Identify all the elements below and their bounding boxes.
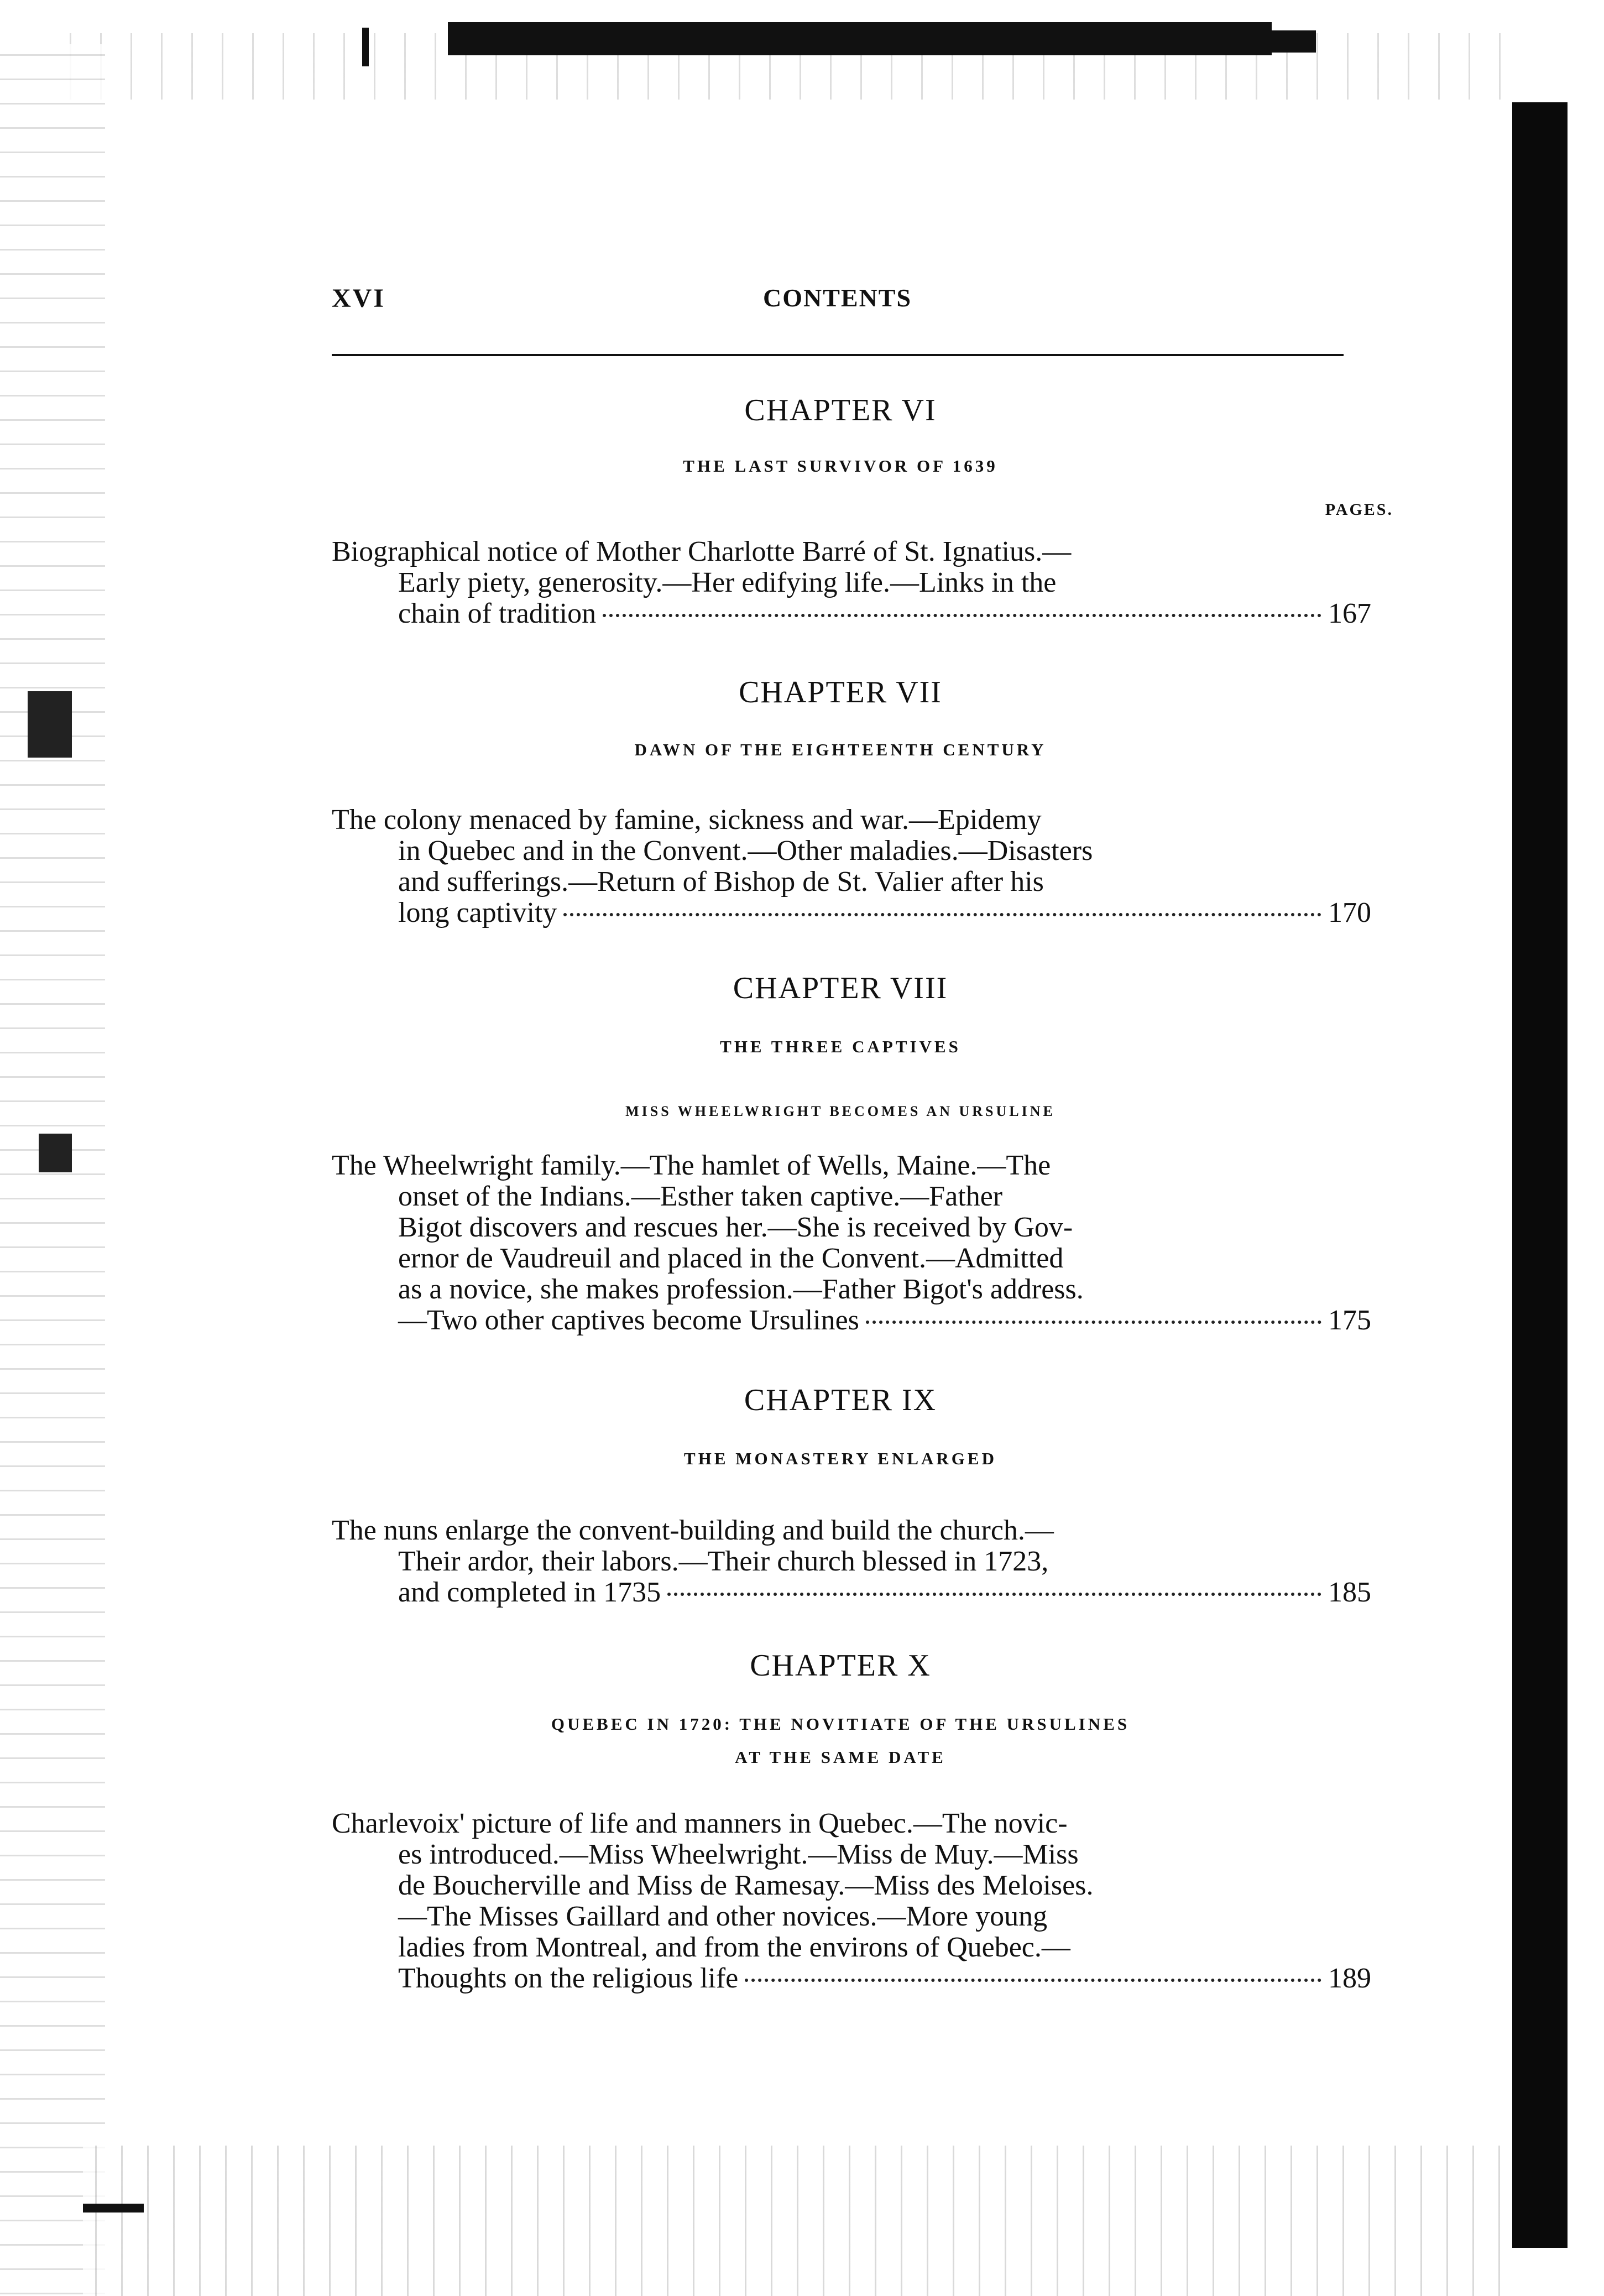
summary-line: The colony menaced by famine, sickness and war.—Epidemy — [332, 804, 1042, 836]
chapter-summary — [332, 1150, 1371, 1336]
summary-last-line — [332, 598, 1371, 629]
head-rule — [332, 354, 1344, 356]
summary-line: Bigot discovers and rescues her.—She is received by Gov- — [398, 1212, 1073, 1243]
chapter-title: CHAPTER VIII — [733, 971, 948, 1005]
running-title: CONTENTS — [763, 284, 912, 312]
summary-line: es introduced.—Miss Wheelwright.—Miss de Muy.—Miss — [398, 1839, 1079, 1870]
leader-dots — [603, 614, 1321, 617]
page-number: 167 — [1328, 598, 1371, 629]
chapter-subtitle-secondary: AT THE SAME DATE — [735, 1747, 946, 1767]
scan-smudge-left — [28, 691, 72, 758]
summary-last-line — [332, 1577, 1371, 1608]
summary-line: Biographical notice of Mother Charlotte Barré of St. Ignatius.— — [332, 536, 1072, 567]
summary-last-line — [332, 1305, 1371, 1336]
leader-dots — [563, 913, 1321, 916]
scan-binding-mark-top — [1261, 30, 1316, 53]
page-number: 170 — [1328, 897, 1371, 928]
summary-line: Early piety, generosity.—Her edifying life.—Links in the — [398, 567, 1057, 598]
summary-line: and sufferings.—Return of Bishop de St. Valier after his — [398, 866, 1044, 897]
scan-tick-mark — [362, 28, 369, 66]
scan-noise-bottom — [83, 2146, 1521, 2296]
summary-line: ladies from Montreal, and from the environs of Quebec.— — [398, 1932, 1070, 1963]
scan-smudge-left-2 — [39, 1134, 72, 1172]
summary-line: The Wheelwright family.—The hamlet of Wells, Maine.—The — [332, 1150, 1051, 1181]
summary-last-line — [332, 1963, 1371, 1994]
pages-label: PAGES. — [1325, 500, 1393, 519]
summary-line: —Two other captives become Ursulines — [398, 1304, 859, 1336]
chapter-title: CHAPTER IX — [744, 1383, 937, 1417]
running-head — [332, 276, 1349, 313]
chapter-title: CHAPTER VI — [744, 393, 937, 427]
page-number: 189 — [1328, 1963, 1371, 1994]
page-number: 185 — [1328, 1577, 1371, 1608]
leader-dots — [745, 1979, 1321, 1982]
summary-line: ernor de Vaudreuil and placed in the Convent.—Admitted — [398, 1243, 1064, 1274]
leader-dots — [866, 1321, 1321, 1324]
summary-line: and completed in 1735 — [398, 1577, 661, 1608]
chapter-subtitle-secondary: MISS WHEELWRIGHT BECOMES AN URSULINE — [625, 1103, 1056, 1119]
summary-line: Charlevoix' picture of life and manners in Quebec.—The novic- — [332, 1808, 1068, 1839]
chapter-subtitle: DAWN OF THE EIGHTEENTH CENTURY — [634, 740, 1047, 759]
leader-dots — [667, 1593, 1321, 1596]
chapter-subtitle: QUEBEC IN 1720: THE NOVITIATE OF THE URSULINES — [551, 1714, 1130, 1734]
folio: XVI — [332, 284, 386, 313]
summary-line: Their ardor, their labors.—Their church blessed in 1723, — [398, 1546, 1049, 1577]
chapter-summary — [332, 536, 1371, 629]
scan-binding-bar-top — [448, 22, 1272, 55]
chapter-subtitle: THE LAST SURVIVOR OF 1639 — [683, 456, 998, 476]
summary-line: chain of tradition — [398, 598, 597, 629]
summary-line: onset of the Indians.—Esther taken captive.—Father — [398, 1181, 1003, 1212]
summary-line: de Boucherville and Miss de Ramesay.—Miss des Meloises. — [398, 1870, 1094, 1901]
summary-line: The nuns enlarge the convent-building and build the church.— — [332, 1515, 1054, 1546]
summary-line: long captivity — [398, 897, 557, 928]
summary-line: in Quebec and in the Convent.—Other maladies.—Disasters — [398, 835, 1093, 867]
chapter-title: CHAPTER VII — [739, 675, 942, 709]
scan-mark-bottom-left — [83, 2204, 144, 2212]
chapter-summary — [332, 1515, 1371, 1608]
summary-line: —The Misses Gaillard and other novices.—More young — [398, 1901, 1048, 1932]
page-number: 175 — [1328, 1304, 1371, 1336]
chapter-subtitle: THE MONASTERY ENLARGED — [684, 1449, 997, 1468]
summary-line: Thoughts on the religious life — [398, 1963, 739, 1994]
summary-last-line — [332, 897, 1371, 928]
chapter-title: CHAPTER X — [750, 1648, 931, 1683]
chapter-summary — [332, 1808, 1371, 1994]
scan-binding-bar-right — [1512, 102, 1568, 2248]
chapter-summary — [332, 805, 1371, 928]
summary-line: as a novice, she makes profession.—Father Bigot's address. — [398, 1274, 1084, 1305]
chapter-subtitle: THE THREE CAPTIVES — [720, 1037, 961, 1056]
